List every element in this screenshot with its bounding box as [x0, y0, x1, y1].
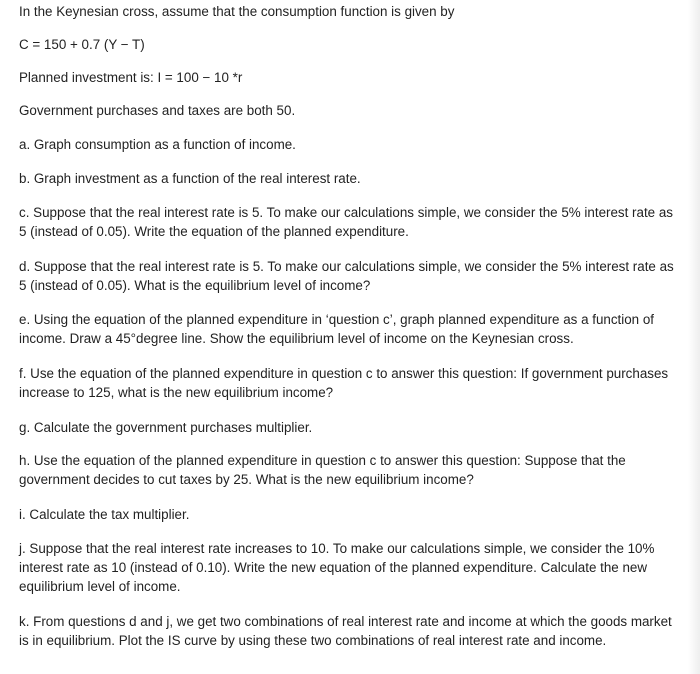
planned-investment: Planned investment is: I = 100 − 10 *r: [19, 70, 243, 85]
question-k-line-1: k. From questions d and j, we get two combinations of real interest rate and income at which the goods market: [19, 614, 672, 629]
question-b: b. Graph investment as a function of the real interest rate.: [19, 171, 361, 186]
government-purchases: Government purchases and taxes are both 50.: [19, 103, 296, 118]
question-j-line-2: interest rate as 10 (instead of 0.10). Write the new equation of the planned expenditure. Calculate the new: [19, 560, 648, 575]
question-j-line-3: equilibrium level of income.: [19, 579, 181, 594]
question-h-line-2: government decides to cut taxes by 25. What is the new equilibrium income?: [19, 472, 474, 487]
question-h-line-1: h. Use the equation of the planned expenditure in question c to answer this question: Suppose that the: [19, 453, 626, 468]
page-edge-shadow: [688, 0, 700, 674]
question-j-line-1: j. Suppose that the real interest rate increases to 10. To make our calculations simple, we consider the 10%: [19, 541, 655, 556]
question-f-line-2: increase to 125, what is the new equilibrium income?: [19, 385, 334, 400]
question-e-line-2: income. Draw a 45°degree line. Show the equilibrium level of income on the Keynesian cross.: [19, 331, 574, 346]
question-e-line-1: e. Using the equation of the planned expenditure in ‘question c’, graph planned expenditure as a function of: [19, 312, 655, 327]
question-g: g. Calculate the government purchases multiplier.: [19, 420, 313, 435]
question-f-line-1: f. Use the equation of the planned expenditure in question c to answer this question: If government purchases: [19, 366, 669, 381]
question-d-line-1: d. Suppose that the real interest rate is 5. To make our calculations simple, we consider the 5% interest rate as: [19, 259, 674, 274]
question-c-line-2: 5 (instead of 0.05). Write the equation of the planned expenditure.: [19, 224, 409, 239]
question-a: a. Graph consumption as a function of income.: [19, 137, 296, 152]
question-i: i. Calculate the tax multiplier.: [19, 507, 190, 522]
question-k-line-2: is in equilibrium. Plot the IS curve by using these two combinations of real interest rate and income.: [19, 633, 607, 648]
consumption-function: C = 150 + 0.7 (Y − T): [19, 37, 145, 52]
intro-text: In the Keynesian cross, assume that the consumption function is given by: [19, 4, 455, 19]
question-d-line-2: 5 (instead of 0.05). What is the equilibrium level of income?: [19, 278, 371, 293]
question-c-line-1: c. Suppose that the real interest rate is 5. To make our calculations simple, we consider the 5% interest rate as: [19, 205, 673, 220]
